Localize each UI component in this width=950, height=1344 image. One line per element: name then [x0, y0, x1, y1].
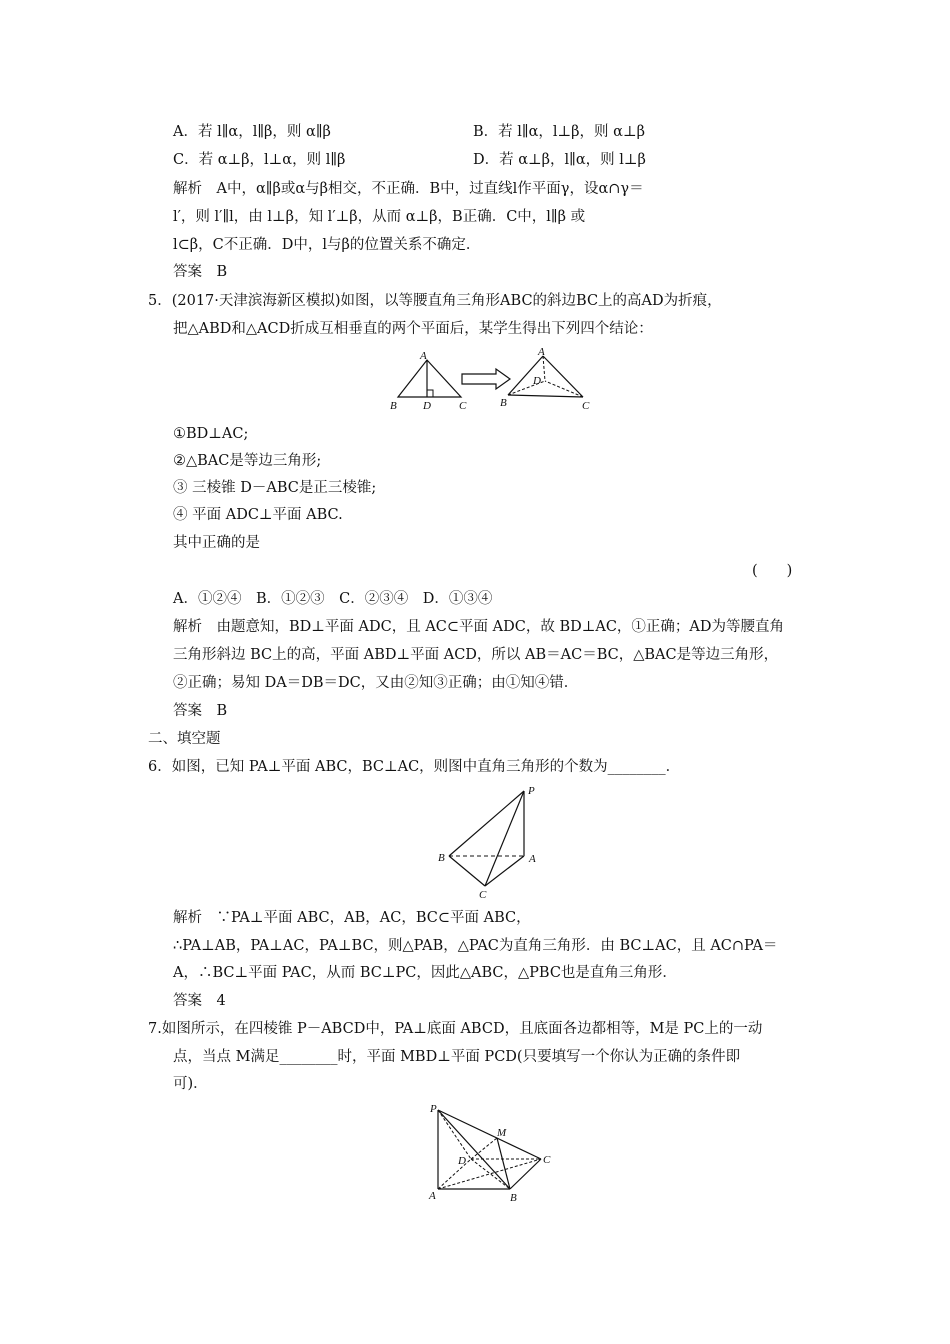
q5-label-a-left: A	[420, 350, 427, 362]
q5-analysis-line-3: ②正确；易知 DA＝DB＝DC，又由②知③正确；由①知④错．	[173, 675, 579, 691]
q5-answer: 答案 B	[173, 703, 228, 719]
q5-analysis-line-2: 三角形斜边 BC上的高，平面 ABD⊥平面 ACD，所以 AB＝AC＝BC，△BAC是等边三角形，	[173, 647, 779, 663]
q4-analysis-line-3: l⊂β，C不正确．D中，l与β的位置关系不确定．	[173, 237, 481, 253]
q6-stem: 6．如图，已知 PA⊥平面 ABC，BC⊥AC，则图中直角三角形的个数为________．	[148, 759, 681, 775]
q5-statement-3: ③ 三棱锥 D－ABC是正三棱锥;	[173, 480, 377, 496]
q4-option-d: D．若 α⊥β，l∥α，则 l⊥β	[473, 152, 646, 168]
q5-label-a-right: A	[538, 346, 545, 358]
q5-stem-line-2: 把△ABD和△ACD折成互相垂直的两个平面后，某学生得出下列四个结论：	[173, 321, 653, 337]
q4-answer: 答案 B	[173, 264, 228, 280]
q5-answer-paren: ( )	[752, 563, 793, 579]
q7-stem-line-2: 点，当点 M满足________时，平面 MBD⊥平面 PCD(只要填写一个你认为正确的条件即	[173, 1049, 741, 1065]
q6-answer: 答案 4	[173, 993, 226, 1009]
section-heading: 二、填空题	[148, 731, 221, 747]
q4-option-c: C．若 α⊥β，l⊥α，则 l∥β	[173, 152, 346, 168]
q5-options: A．①②④ B．①②③ C．②③④ D．①③④	[173, 591, 493, 607]
q7-label-a: A	[429, 1190, 436, 1202]
q6-label-p: P	[528, 785, 535, 797]
q6-label-b: B	[438, 852, 445, 864]
q7-label-m: M	[497, 1127, 507, 1139]
q5-label-c-right: C	[582, 400, 590, 412]
q4-analysis-line-1: 解析 A中，α∥β或α与β相交，不正确．B中，过直线l作平面γ，设α∩γ＝	[173, 181, 644, 197]
q5-stem-line-1: 5．(2017·天津滨海新区模拟)如图，以等腰直角三角形ABC的斜边BC上的高AD为折痕，	[148, 293, 722, 309]
q6-analysis-line-3: A，∴BC⊥平面 PAC，从而 BC⊥PC，因此△ABC，△PBC也是直角三角形．	[173, 965, 677, 981]
q7-stem-line-1: 7.如图所示，在四棱锥 P－ABCD中，PA⊥底面 ABCD，且底面各边都相等，M是 PC上的一动	[148, 1021, 763, 1037]
q6-analysis-line-1: 解析 ∵PA⊥平面 ABC，AB，AC，BC⊂平面 ABC，	[173, 910, 531, 926]
q4-option-a: A．若 l∥α，l∥β，则 α∥β	[173, 124, 331, 140]
q5-statement-1: ①BD⊥AC;	[173, 426, 249, 442]
q4-analysis-line-2: l′，则 l′∥l，由 l⊥β，知 l′⊥β，从而 α⊥β，B正确．C中，l∥β 或	[173, 209, 586, 225]
q7-stem-line-3: 可)．	[173, 1076, 208, 1092]
q5-question: 其中正确的是	[173, 535, 260, 551]
q5-label-b-right: B	[500, 397, 507, 409]
q5-label-d-left: D	[423, 400, 431, 412]
q5-statement-4: ④ 平面 ADC⊥平面 ABC.	[173, 507, 343, 523]
q5-label-d-right: D	[533, 375, 541, 387]
q7-label-p: P	[430, 1103, 437, 1115]
q5-label-b-left: B	[390, 400, 397, 412]
q7-label-d: D	[458, 1155, 466, 1167]
q6-label-a: A	[529, 853, 536, 865]
q5-statement-2: ②△BAC是等边三角形;	[173, 453, 322, 469]
q5-analysis-line-1: 解析 由题意知，BD⊥平面 ADC，且 AC⊂平面 ADC，故 BD⊥AC，①正确；AD为等腰直角	[173, 619, 785, 635]
q6-analysis-line-2: ∴PA⊥AB，PA⊥AC，PA⊥BC，则△PAB，△PAC为直角三角形．由 BC⊥AC，且 AC∩PA＝	[173, 938, 778, 954]
q7-label-b: B	[510, 1192, 517, 1204]
q6-label-c: C	[479, 889, 487, 901]
q4-option-b: B．若 l∥α，l⊥β，则 α⊥β	[473, 124, 645, 140]
q7-label-c: C	[543, 1154, 551, 1166]
q5-label-c-left: C	[459, 400, 467, 412]
